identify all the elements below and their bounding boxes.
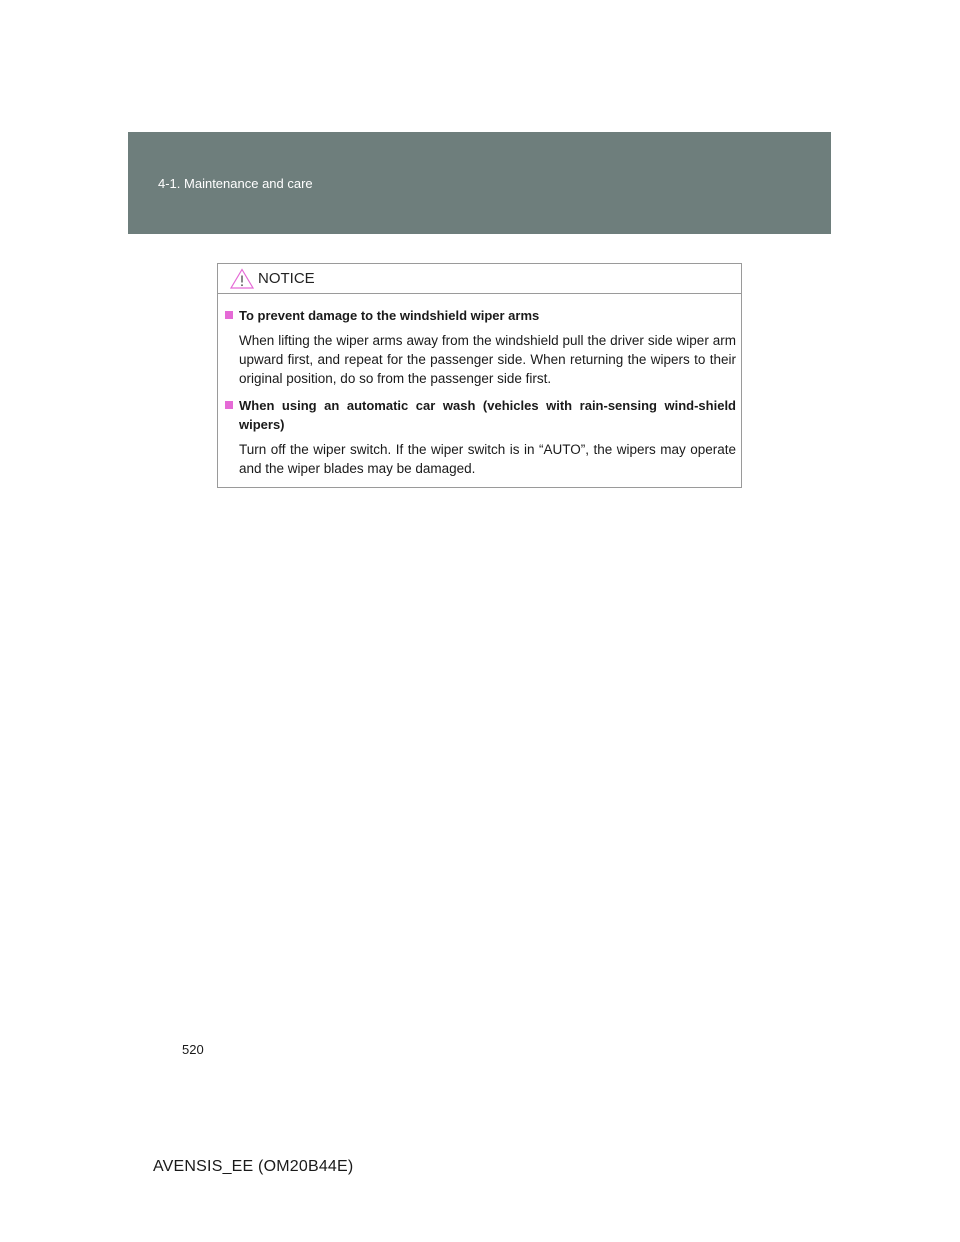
- footer-document-code: AVENSIS_EE (OM20B44E): [153, 1158, 354, 1175]
- header-band: [128, 132, 831, 234]
- page-number: 520: [182, 1042, 204, 1057]
- warning-triangle-icon: [230, 268, 254, 289]
- notice-item: [225, 396, 736, 478]
- notice-box: [217, 263, 742, 488]
- notice-item-heading-text: When using an automatic car wash (vehicles with rain-sensing wind-shield wipers): [239, 398, 736, 432]
- notice-item-heading: [225, 396, 736, 434]
- section-title: 4-1. Maintenance and care: [158, 176, 313, 191]
- notice-header: [218, 264, 741, 294]
- notice-item: [225, 306, 736, 388]
- notice-item-heading-text: To prevent damage to the windshield wiper arms: [239, 308, 540, 323]
- notice-item-text: Turn off the wiper switch. If the wiper switch is in “AUTO”, the wipers may operate and the wiper blades may be damaged.: [239, 442, 736, 476]
- square-bullet-icon: [225, 401, 233, 409]
- notice-item-text: When lifting the wiper arms away from the windshield pull the driver side wiper arm upward first, and repeat for the passenger side. When returning the wipers to their original position, do so from the passenger side first.: [239, 333, 736, 386]
- notice-body: [218, 294, 741, 478]
- notice-title: NOTICE: [258, 270, 315, 287]
- square-bullet-icon: [225, 311, 233, 319]
- notice-item-heading: [225, 306, 736, 325]
